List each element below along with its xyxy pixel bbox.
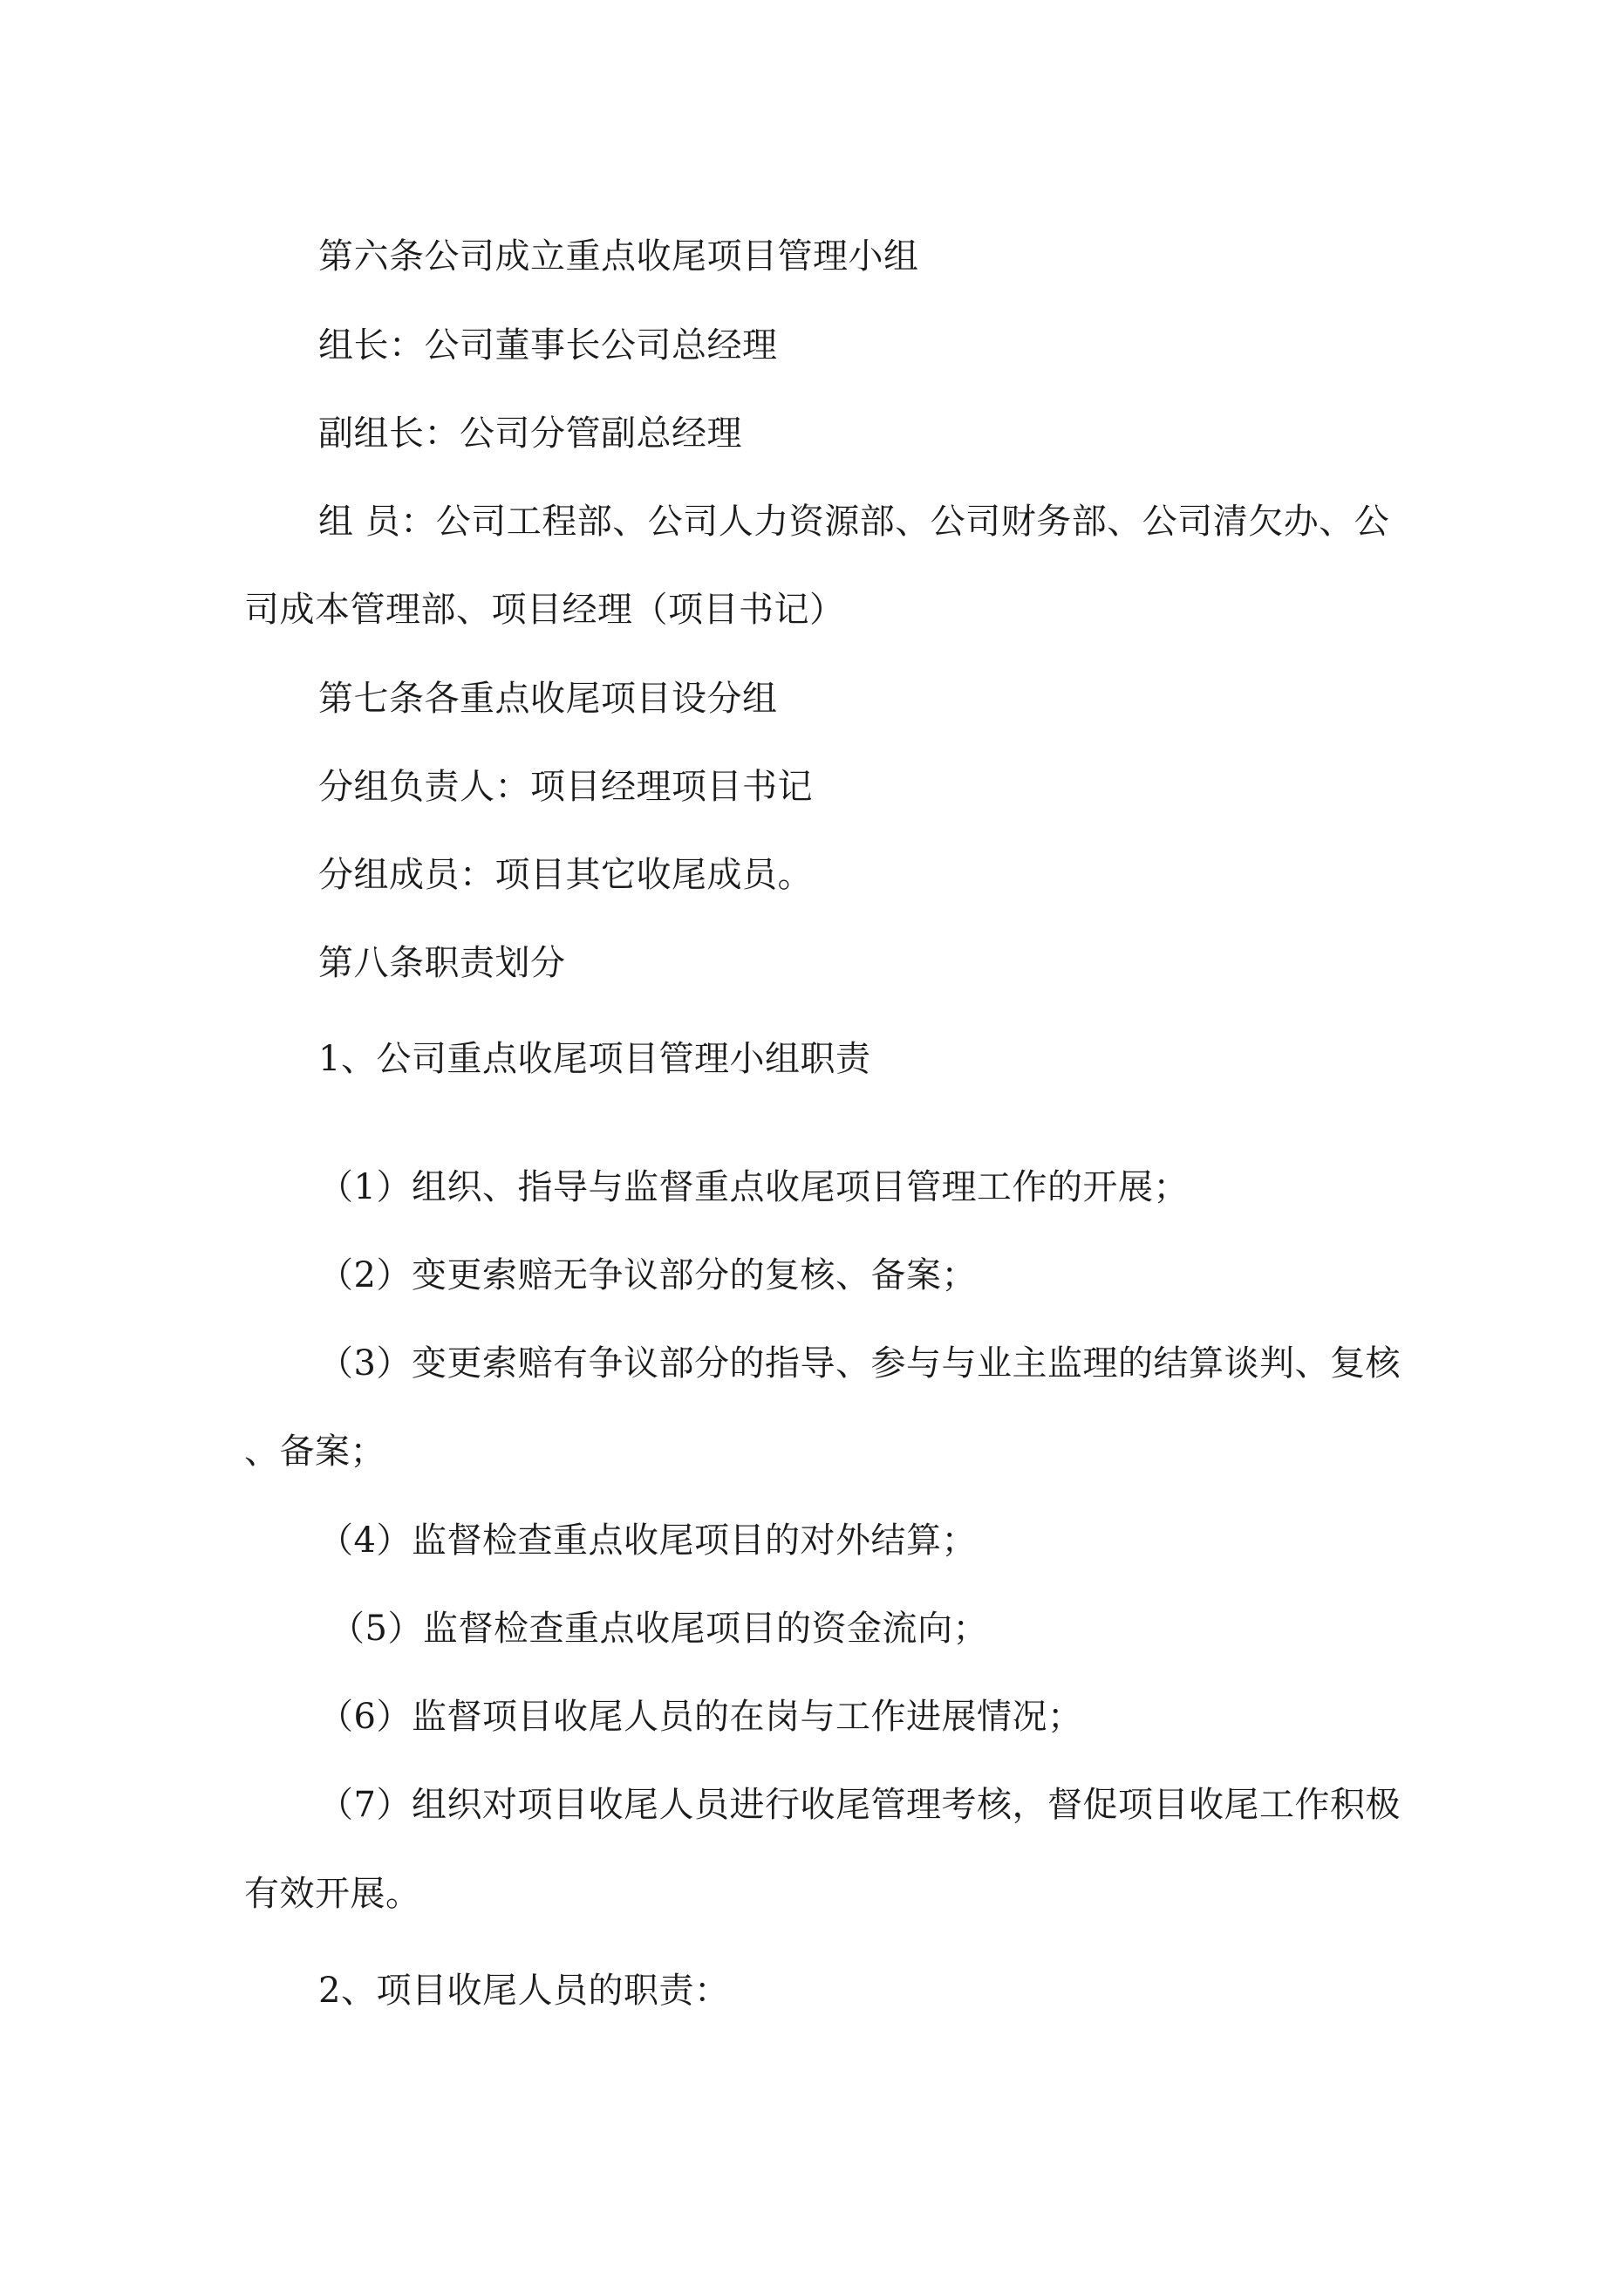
duty-item-1: （1）组织、指导与监督重点收尾项目管理工作的开展； bbox=[318, 1167, 1189, 1207]
section-1-heading: 1、公司重点收尾项目管理小组职责 bbox=[318, 1039, 871, 1079]
group-members-continuation: 司成本管理部、项目经理（项目书记） bbox=[244, 590, 845, 630]
duty-item-5: （5）监督检查重点收尾项目的资金流向； bbox=[330, 1609, 988, 1649]
group-members-line: 组 员：公司工程部、公司人力资源部、公司财务部、公司清欠办、公 bbox=[318, 502, 1390, 542]
duty-item-4: （4）监督检查重点收尾项目的对外结算； bbox=[318, 1520, 977, 1561]
duty-item-6: （6）监督项目收尾人员的在岗与工作进展情况； bbox=[318, 1697, 1083, 1737]
article-7-heading: 第七条各重点收尾项目设分组 bbox=[318, 679, 778, 719]
subgroup-lead-line: 分组负责人：项目经理项目书记 bbox=[318, 767, 813, 807]
duty-item-3-continuation: 、备案； bbox=[244, 1432, 385, 1472]
duty-item-7: （7）组织对项目收尾人员进行收尾管理考核，督促项目收尾工作积极 bbox=[318, 1785, 1401, 1825]
deputy-leader-line: 副组长：公司分管副总经理 bbox=[318, 413, 742, 454]
article-8-heading: 第八条职责划分 bbox=[318, 943, 566, 983]
group-leader-line: 组长：公司董事长公司总经理 bbox=[318, 325, 778, 366]
article-6-heading: 第六条公司成立重点收尾项目管理小组 bbox=[318, 236, 919, 277]
duty-item-2: （2）变更索赔无争议部分的复核、备案； bbox=[318, 1255, 977, 1295]
duty-item-3: （3）变更索赔有争议部分的指导、参与与业主监理的结算谈判、复核 bbox=[318, 1343, 1401, 1384]
section-2-heading: 2、项目收尾人员的职责： bbox=[318, 1971, 730, 2011]
subgroup-members-line: 分组成员：项目其它收尾成员。 bbox=[318, 855, 813, 895]
duty-item-7-continuation: 有效开展。 bbox=[244, 1874, 421, 1914]
